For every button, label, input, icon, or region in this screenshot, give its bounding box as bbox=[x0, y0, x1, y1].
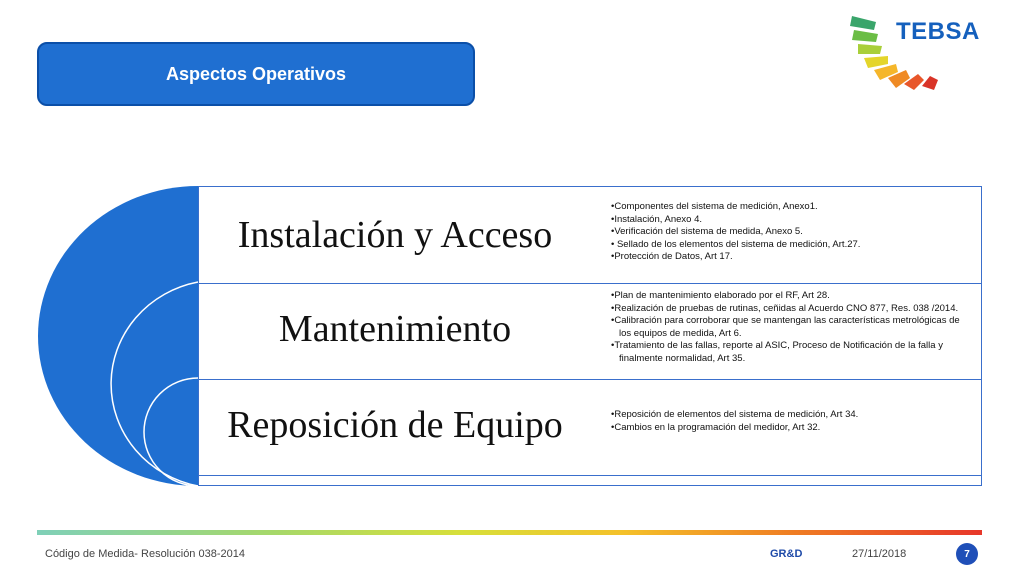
bullet-item: • Cambios en la programación del medidor, Art 32. bbox=[611, 422, 961, 435]
bullet-item: • Plan de mantenimiento elaborado por el RF, Art 28. bbox=[611, 290, 961, 303]
page-number-badge: 7 bbox=[956, 543, 978, 565]
row-heading: Mantenimiento bbox=[278, 308, 512, 350]
footer-org: GR&D bbox=[770, 548, 803, 560]
footer-gradient-bar bbox=[37, 530, 982, 535]
bullet-item: • Componentes del sistema de medición, Anexo1. bbox=[611, 201, 961, 214]
bullet-item: • Reposición de elementos del sistema de medición, Art 34. bbox=[611, 409, 961, 422]
row-heading: Reposición de Equipo bbox=[227, 404, 563, 446]
row-empty bbox=[199, 475, 981, 485]
bullet-item: • Realización de pruebas de rutinas, ceñidas al Acuerdo CNO 877, Res. 038 /2014. bbox=[611, 303, 961, 316]
bullet-list bbox=[611, 409, 961, 434]
footer-document-title: Código de Medida- Resolución 038-2014 bbox=[45, 548, 245, 560]
bullet-item: • Calibración para corroborar que se mantengan las características metrológicas de los equipos de medida, Art 6. bbox=[611, 315, 961, 340]
bullet-item: • Tratamiento de las fallas, reporte al ASIC, Proceso de Notificación de la falla y finalmente normalidad, Art 35. bbox=[611, 340, 961, 365]
bullet-item: • Instalación, Anexo 4. bbox=[611, 214, 961, 227]
row-mantenimiento bbox=[199, 283, 981, 380]
logo-text: TEBSA bbox=[896, 18, 980, 45]
footer-date: 27/11/2018 bbox=[852, 548, 907, 560]
row-instalacion bbox=[199, 187, 981, 284]
bullet-item: • Protección de Datos, Art 17. bbox=[611, 251, 961, 264]
content-rows bbox=[198, 186, 982, 486]
bullet-item: • Sellado de los elementos del sistema de medición, Art.27. bbox=[611, 239, 961, 252]
row-heading: Instalación y Acceso bbox=[237, 214, 553, 256]
row-reposicion bbox=[199, 379, 981, 476]
bullet-item: • Verificación del sistema de medida, Anexo 5. bbox=[611, 226, 961, 239]
bullet-list bbox=[611, 290, 961, 365]
section-title: Aspectos Operativos bbox=[165, 63, 347, 84]
bullet-list bbox=[611, 201, 961, 264]
